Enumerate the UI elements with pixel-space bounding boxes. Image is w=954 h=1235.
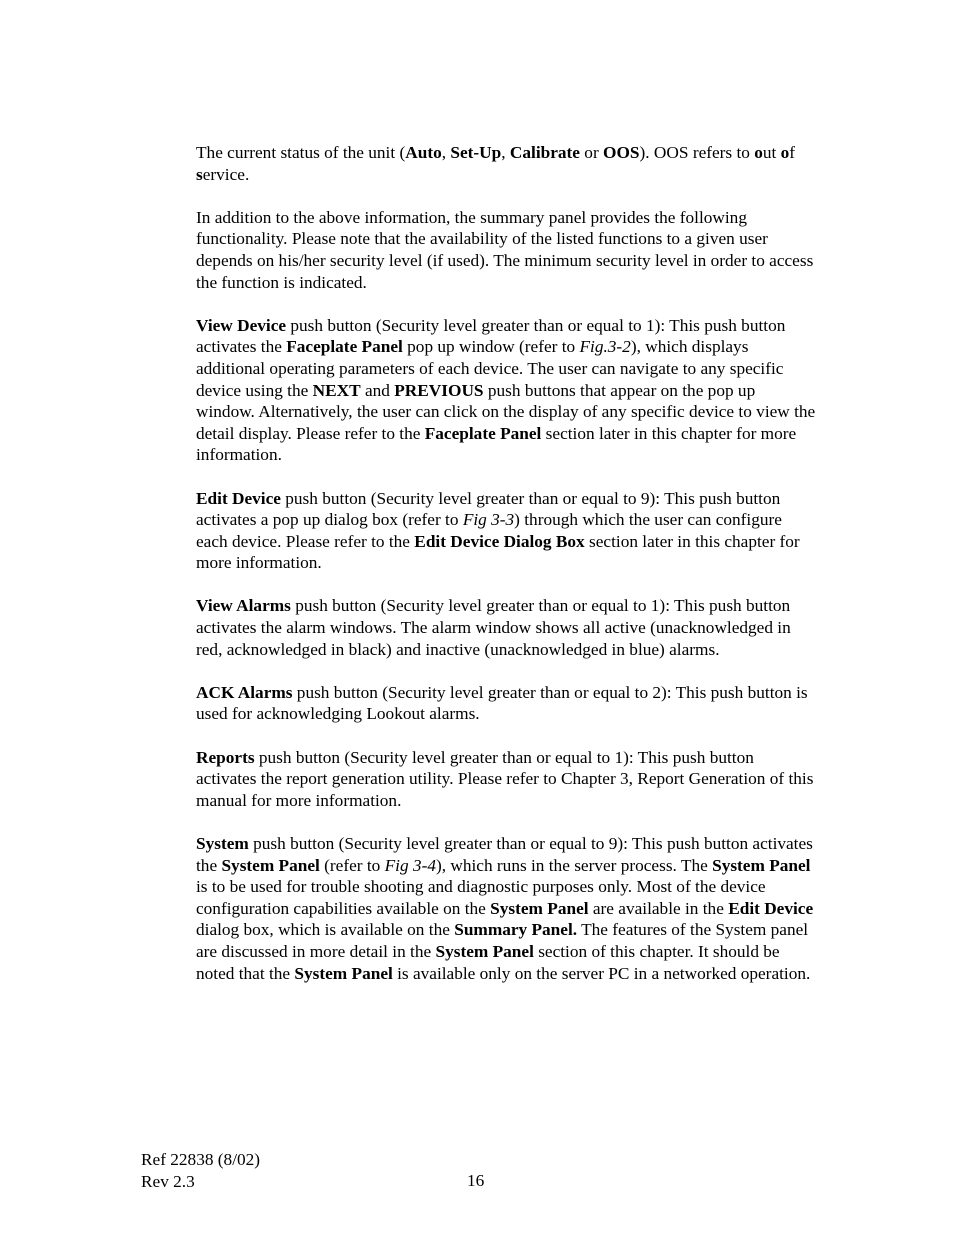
text: ) through which the user can configure each device. Please refer to the: [196, 510, 782, 551]
edit-device-paragraph: [196, 488, 816, 574]
text: section of this chapter. It should be noted that the: [196, 941, 780, 983]
text: ), which runs in the server process. The: [435, 855, 713, 875]
footer-reference: [141, 1149, 260, 1192]
document-body: [196, 142, 816, 1006]
text: ervice.: [202, 164, 250, 184]
ack-alarms-term: ACK Alarms: [196, 682, 293, 702]
faceplate-panel-term: Faceplate Panel: [424, 423, 542, 443]
system-panel-term: System Panel: [294, 963, 393, 983]
system-panel-term: System Panel: [712, 855, 811, 875]
reports-term: Reports: [196, 747, 255, 767]
text: push buttons that appear on the pop up window. Alternatively, the user can click on the display of any specific device to view the detail display. Please refer to the: [196, 380, 816, 443]
system-panel-term: System Panel: [435, 941, 534, 961]
view-device-term: View Device: [196, 315, 287, 335]
text: (refer to: [319, 855, 385, 875]
system-paragraph: [196, 833, 816, 984]
footer-revision: Rev 2.3: [141, 1171, 195, 1191]
faceplate-panel-term: Faceplate Panel: [286, 337, 403, 357]
previous-term: PREVIOUS: [394, 380, 484, 400]
edit-device-term: Edit Device: [196, 488, 281, 508]
status-calibrate: Calibrate: [509, 143, 580, 162]
text: ,: [501, 143, 510, 162]
footer-ref-number: Ref 22838 (8/02): [141, 1150, 261, 1169]
view-alarms-term: View Alarms: [196, 596, 291, 616]
text: push button (Security level greater than or equal to 9): This push button activates the: [196, 834, 813, 875]
reports-paragraph: [196, 747, 816, 812]
text: dialog box, which is available on the: [196, 920, 455, 940]
figure-reference: Fig.3-2: [579, 337, 631, 357]
summary-panel-term: Summary Panel.: [454, 920, 578, 940]
text: pop up window (refer to: [402, 337, 580, 357]
edit-device-dialog-term: Edit Device Dialog Box: [414, 531, 585, 551]
status-setup: Set-Up: [450, 143, 502, 162]
edit-device-term: Edit Device: [728, 898, 814, 918]
system-panel-term: System Panel: [490, 898, 589, 918]
text: f: [789, 143, 796, 162]
page-number: 16: [467, 1171, 485, 1190]
status-auto: Auto: [405, 143, 442, 162]
next-term: NEXT: [312, 380, 361, 400]
figure-reference: Fig 3-4: [384, 855, 436, 875]
text: push button (Security level greater than or equal to 2): This push button is used for acknowledging Lookout alarms.: [196, 682, 808, 724]
ack-alarms-paragraph: [196, 682, 816, 725]
text: section later in this chapter for more information.: [196, 423, 797, 465]
text: is to be used for trouble shooting and diagnostic purposes only. Most of the device configuration capabilities available on the: [196, 877, 766, 918]
text: The features of the System panel are discussed in more detail in the: [196, 920, 809, 961]
text: ,: [441, 143, 451, 162]
text: push button (Security level greater than or equal to 9): This push button activates a pop up dialog box (refer to: [196, 488, 781, 530]
status-paragraph: [196, 142, 816, 185]
bold-letter: o: [754, 143, 763, 162]
view-device-paragraph: [196, 315, 816, 466]
figure-reference: Fig 3-3: [462, 510, 515, 530]
text: push button (Security level greater than or equal to 1): This push button activates the: [196, 315, 786, 357]
system-panel-term: System Panel: [221, 855, 320, 875]
text: The current status of the unit (: [196, 143, 406, 162]
text: ). OOS refers to: [639, 143, 755, 162]
text: ), which displays additional operating parameters of each device. The user can navigate to any specific device using the: [196, 337, 784, 400]
bold-letter: o: [780, 143, 790, 162]
text: push button (Security level greater than or equal to 1): This push button activates the alarm windows. The alarm window shows all active (unacknowledged in red, acknowledged in black) and inactive (unacknowledged in blue) alarms.: [196, 596, 791, 659]
intro-paragraph: In addition to the above information, the summary panel provides the following functionality. Please note that the availability of the listed functions to a given user depends on his/her security level (if used). The minimum security level in order to access the function is indicated.: [196, 207, 814, 292]
text: section later in this chapter for more information.: [196, 531, 800, 573]
text: push button (Security level greater than or equal to 1): This push button activates the report generation utility. Please refer to Chapter 3, Report Generation of this manual for more information.: [196, 747, 814, 810]
text: ut: [762, 143, 781, 162]
view-alarms-paragraph: [196, 595, 816, 660]
text: is available only on the server PC in a networked operation.: [392, 963, 811, 983]
status-oos: OOS: [603, 143, 640, 162]
text: or: [579, 143, 604, 162]
text: and: [360, 380, 395, 400]
text: are available in the: [588, 898, 729, 918]
system-term: System: [196, 834, 249, 853]
bold-letter: s: [196, 164, 203, 184]
